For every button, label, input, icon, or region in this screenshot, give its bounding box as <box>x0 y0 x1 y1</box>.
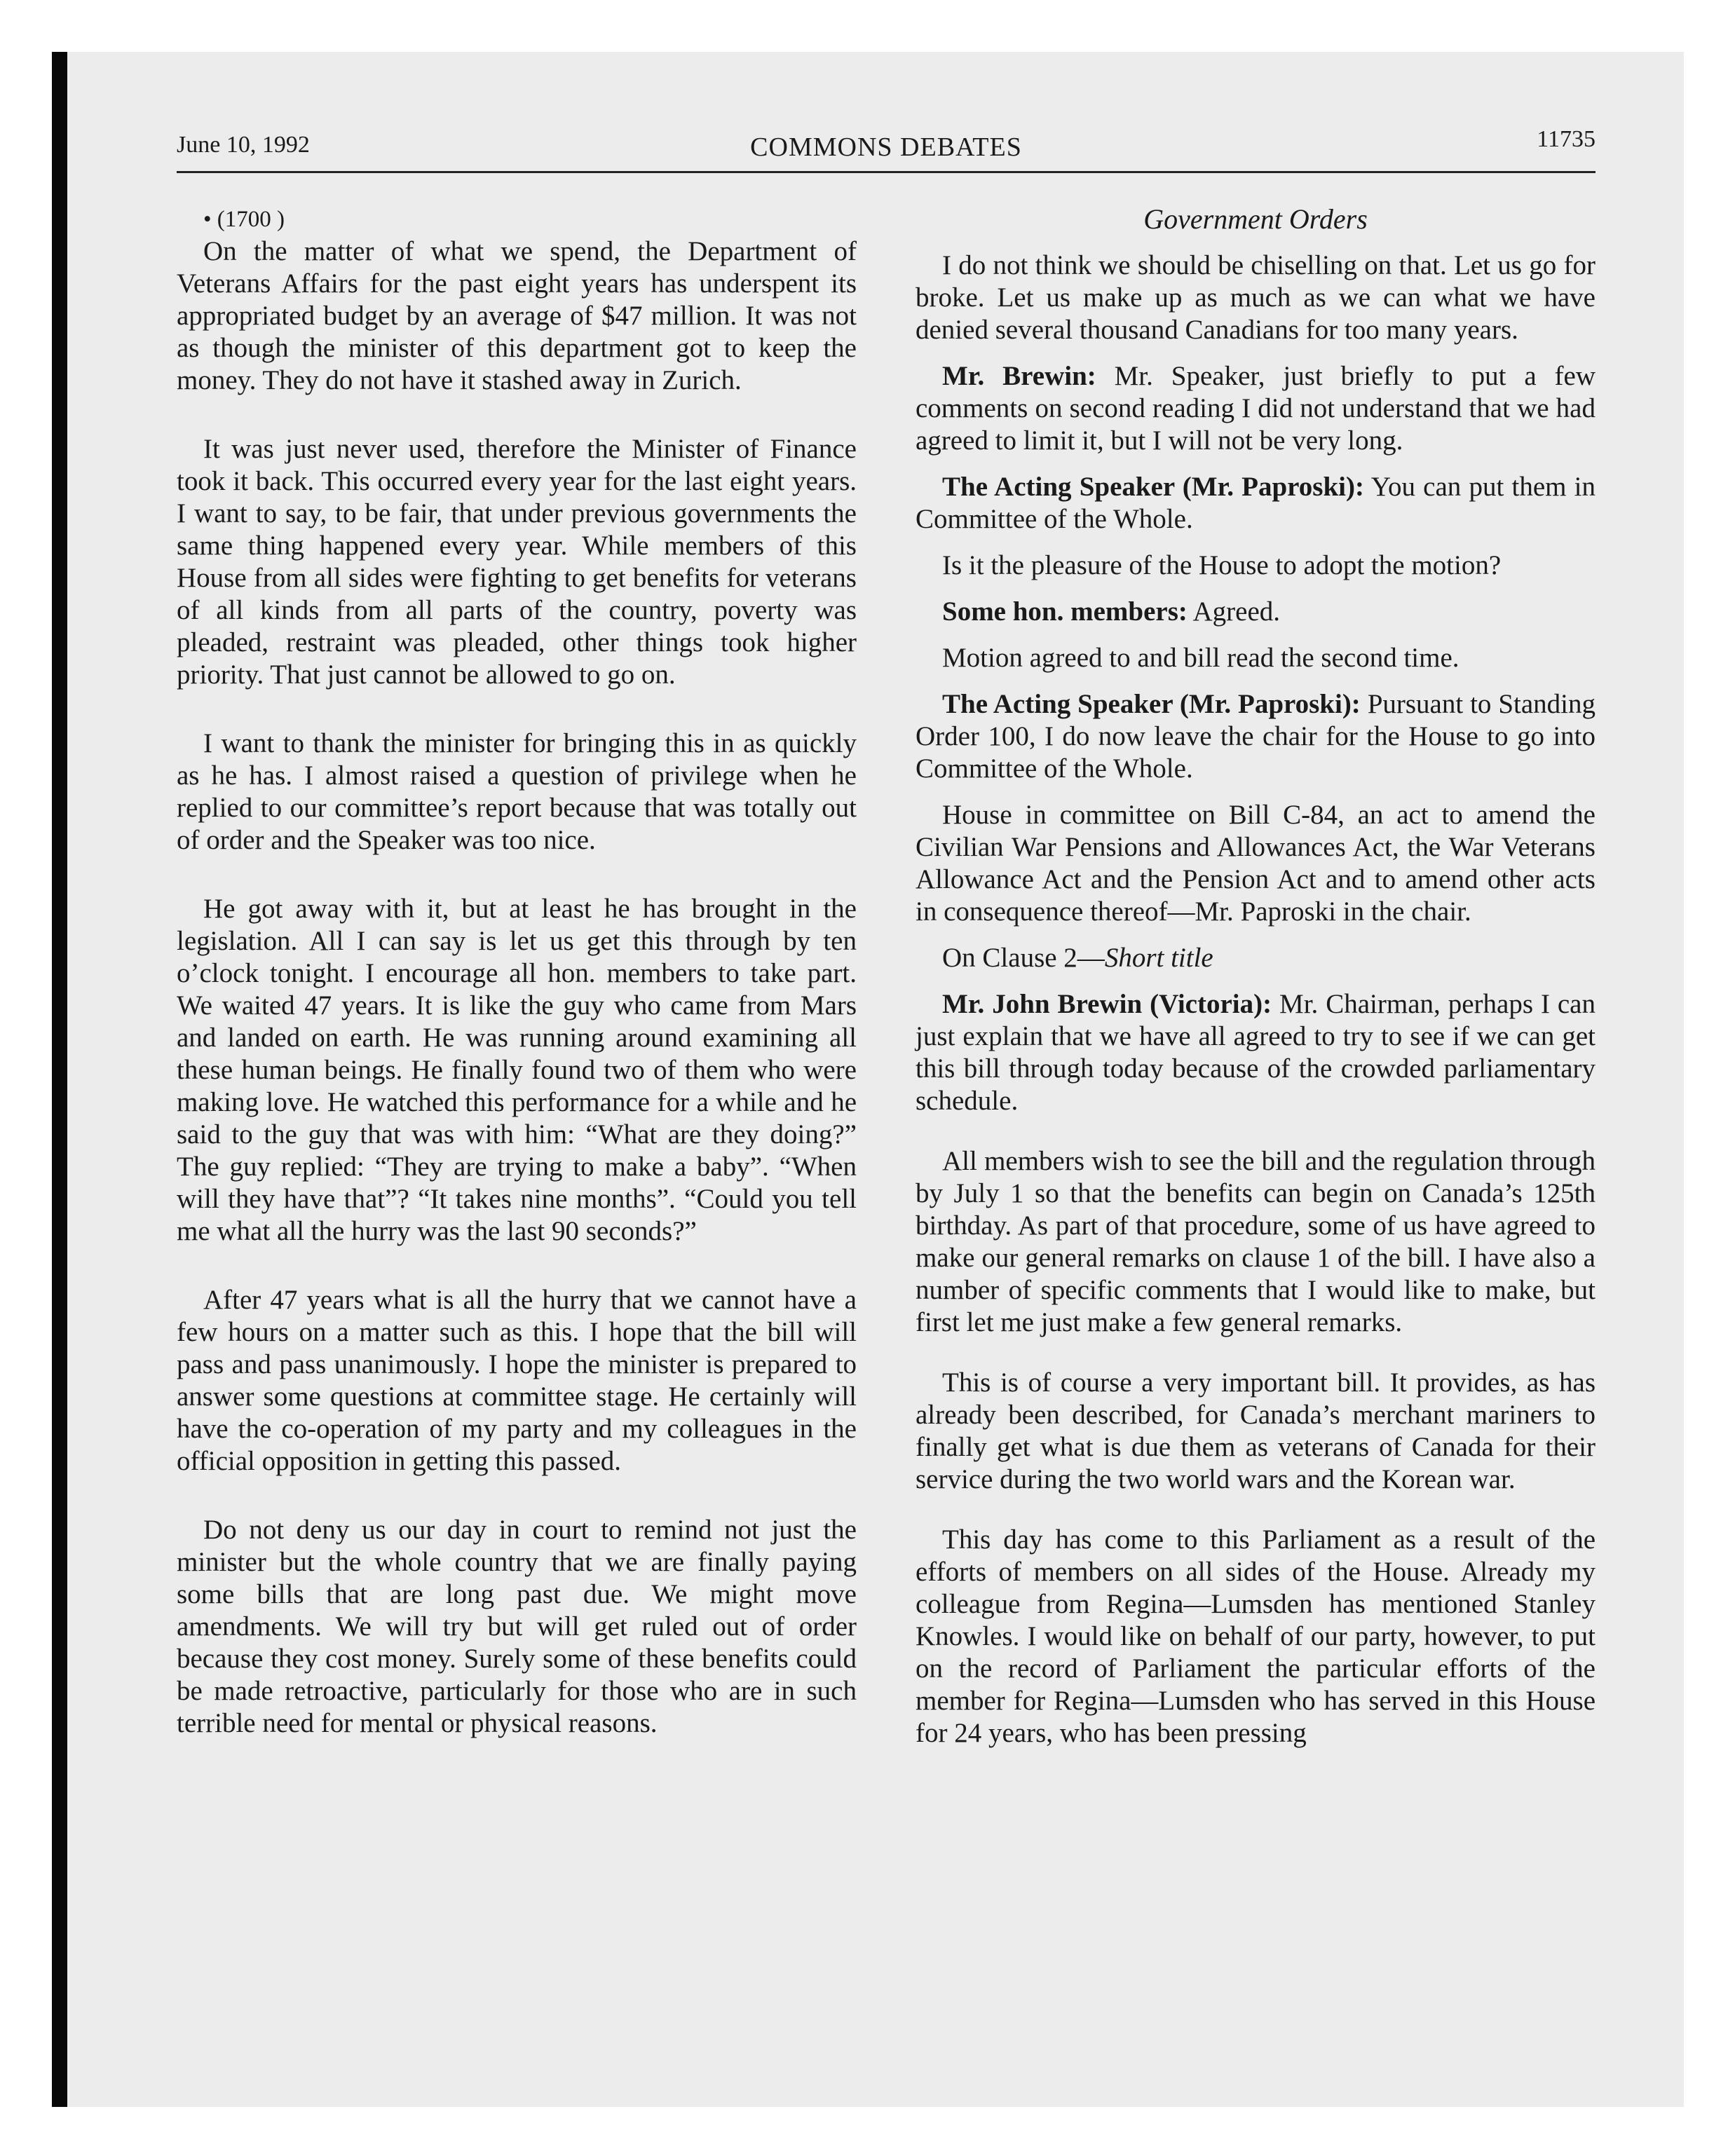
speaker-name: Mr. Brewin: <box>942 361 1096 391</box>
clause-title: Short title <box>1104 943 1213 973</box>
speech-text: Mr. Speaker, just briefly to put a few comments on second reading I did not understand that we had agreed to limit it, but I will not be very long. <box>916 361 1595 456</box>
time-marker: • (1700 ) <box>203 207 285 232</box>
speech-paragraph <box>916 688 1595 785</box>
speech-paragraph <box>916 360 1595 457</box>
paragraph: He got away with it, but at least he has brought in the legislation. All I can say is let us get this through by ten o’clock tonight. I encourage all hon. members to take part. We waited 47 years. It is like the guy who came from Mars and landed on earth. He was running around examining all these human beings. He finally found two of them who were making love. He watched this performance for a while and he said to the guy that was with him: “What are they doing?” The guy replied: “They are trying to make a baby”. “When will they have that”? “It takes nine months”. “Could you tell me what all the hurry was the last 90 seconds?” <box>177 894 857 1246</box>
paragraph: It was just never used, therefore the Minister of Finance took it back. This occurred every year for the last eight years. I want to say, to be fair, that under previous governments the same thing happened every year. While members of this House from all sides were fighting to get benefits for veterans of all kinds from all parts of the country, poverty was pleaded, restraint was pleaded, other things took higher priority. That just cannot be allowed to go on. <box>177 434 857 690</box>
paragraph: Do not deny us our day in court to remind not just the minister but the whole country that we are finally paying some bills that are long past due. We might move amendments. We will try but will get ruled out of order because they cost money. Surely some of these benefits could be made retroactive, particularly for those who are in such terrible need for mental or physical reasons. <box>177 1515 857 1738</box>
clause-prefix: On Clause 2— <box>942 943 1105 973</box>
speaker-name: Mr. John Brewin (Victoria): <box>942 989 1272 1019</box>
paragraph: On the matter of what we spend, the Department of Veterans Affairs for the past eight years has underspent its appropriated budget by an average of $47 million. It was not as though the minister of this department got to keep the money. They do not have it stashed away in Zurich. <box>177 236 857 395</box>
speech-paragraph <box>916 596 1595 628</box>
paragraph: After 47 years what is all the hurry that we cannot have a few hours on a matter such as this. I hope that the bill will pass and pass unanimously. I hope the minister is prepared to answer some questions at committee stage. He certainly will have the co-operation of my party and my colleagues in the official opposition in getting this passed. <box>177 1285 857 1476</box>
speech-text: You can put them in Committee of the Whole. <box>916 472 1595 534</box>
paragraph: I do not think we should be chiselling on that. Let us go for broke. Let us make up as much as we can what we have denied several thousand Canadians for too many years. <box>916 250 1595 345</box>
page-header <box>177 126 1595 168</box>
speech-paragraph <box>916 988 1595 1117</box>
page-number: 11735 <box>1537 126 1595 152</box>
paragraph: All members wish to see the bill and the regulation through by July 1 so that the benefits can begin on Canada’s 125th birthday. As part of that procedure, some of us have agreed to make our general remarks on clause 1 of the bill. I have also a number of specific comments that I would like to make, but first let me just make a few general remarks. <box>916 1146 1595 1337</box>
header-rule <box>177 171 1595 173</box>
header-title: COMMONS DEBATES <box>750 132 1022 162</box>
speech-paragraph <box>916 471 1595 535</box>
paragraph: Motion agreed to and bill read the second time. <box>942 643 1460 673</box>
header-date: June 10, 1992 <box>177 132 310 158</box>
scan-edge-bar <box>52 52 67 2107</box>
speaker-name: The Acting Speaker (Mr. Paproski): <box>942 689 1361 719</box>
left-column <box>177 203 857 1776</box>
speaker-name: Some hon. members: <box>942 596 1188 627</box>
speech-text: Mr. Chairman, perhaps I can just explain that we have all agreed to try to see if we can get this bill through today because of the crowded parliamentary schedule. <box>916 989 1595 1116</box>
paragraph: This day has come to this Parliament as a result of the efforts of members on all sides of the House. Already my colleague from Regina—Lumsden has mentioned Stanley Knowles. I would like on behalf of our party, however, to put on the record of Parliament the particular efforts of the member for Regina—Lumsden who has served in this House for 24 years, who has been pressing <box>916 1524 1595 1748</box>
paragraph: I want to thank the minister for bringing this in as quickly as he has. I almost raised a question of privilege when he replied to our committee’s report because that was totally out of order and the Speaker was too nice. <box>177 728 857 855</box>
speech-text: Agreed. <box>1187 596 1281 627</box>
section-heading: Government Orders <box>1143 203 1368 235</box>
clause-heading <box>916 942 1595 974</box>
speech-text: Pursuant to Standing Order 100, I do now leave the chair for the House to go into Committee of the Whole. <box>916 689 1595 784</box>
paragraph: This is of course a very important bill. It provides, as has already been described, for Canada’s merchant mariners to finally get what is due them as veterans of Canada for their service during the two world wars and the Korean war. <box>916 1367 1595 1494</box>
right-column <box>916 203 1595 1763</box>
paragraph: House in committee on Bill C-84, an act to amend the Civilian War Pensions and Allowances Act, the War Veterans Allowance Act and the Pension Act and to amend other acts in consequence thereof—Mr. Paproski in the chair. <box>916 800 1595 927</box>
speaker-name: The Acting Speaker (Mr. Paproski): <box>942 472 1364 502</box>
paragraph: Is it the pleasure of the House to adopt the motion? <box>942 550 1502 580</box>
